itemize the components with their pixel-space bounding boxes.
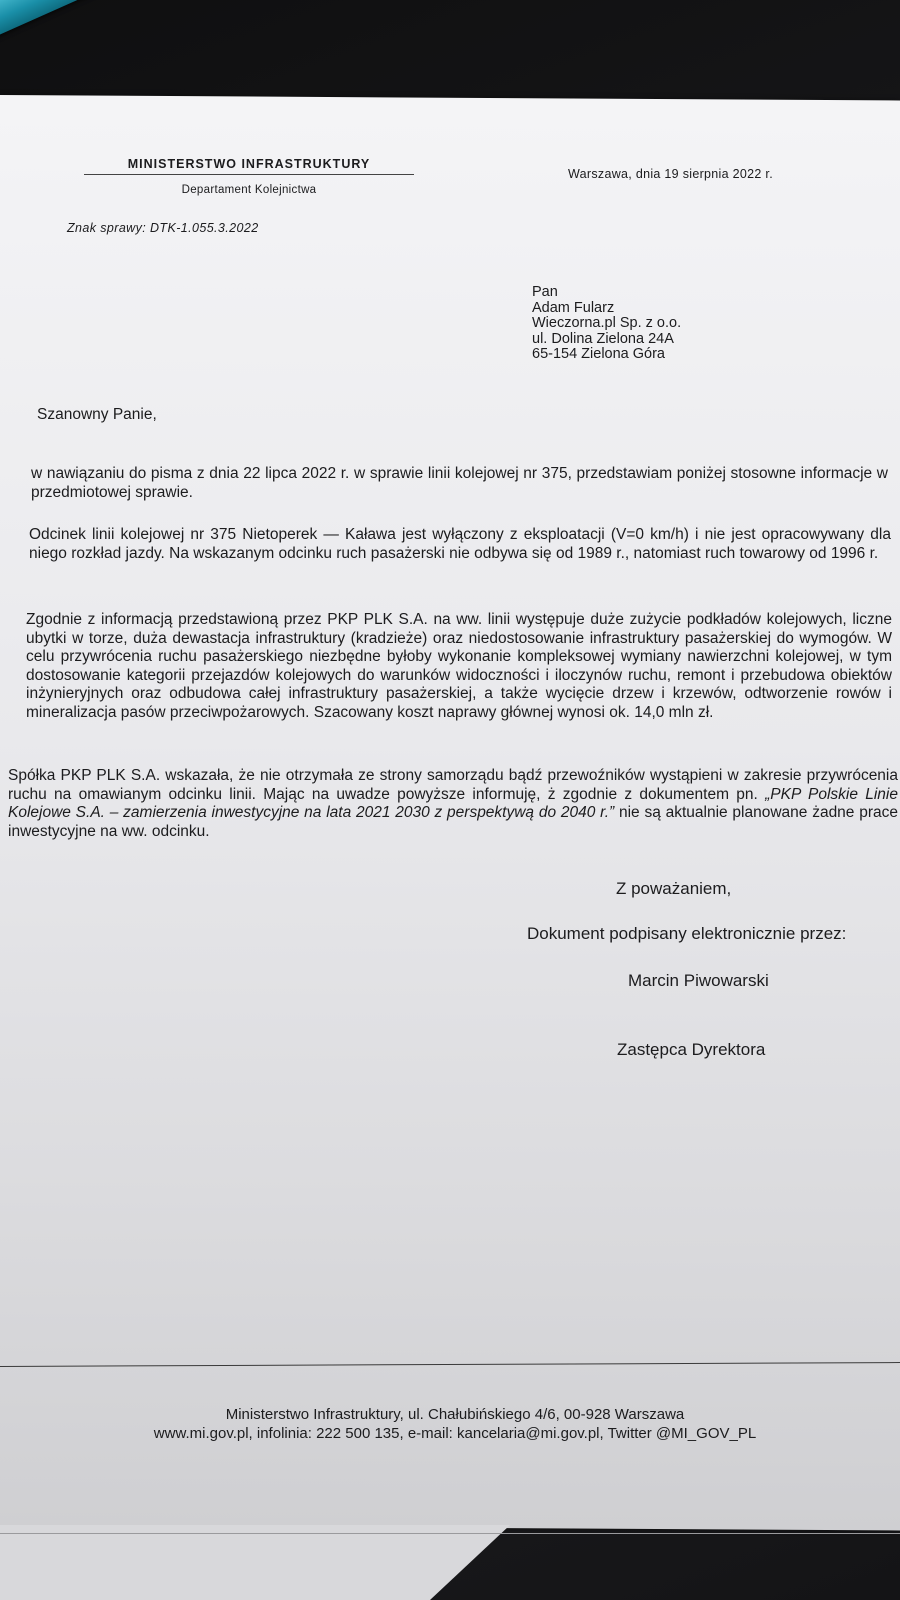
- letterhead: [84, 157, 414, 196]
- investment-plan-title: „PKP Polskie Linie Kolejowe S.A. – zamierzenia inwestycyjne na lata 2021 2030 z perspektywą do 2040 r.”: [8, 785, 898, 821]
- recipient-street: ul. Dolina Zielona 24A: [532, 330, 674, 347]
- signed-electronically-note: Dokument podpisany elektronicznie przez:: [527, 924, 847, 943]
- paragraph-3: Zgodnie z informacją przedstawioną przez PKP PLK S.A. na ww. linii występuje duże zużycie podkładów kolejowych, liczne ubytki w torze, duża dewastacja infrastruktury (kradzieże) oraz niedostosowanie infrastruktury pasażerskiej do wymogów. W celu przywrócenia ruchu pasażerskiego niezbędne byłoby wykonanie kompleksowej wymiany nawierzchni kolejowej, w tym dostosowanie kategorii przejazdów kolejowych do warunków widoczności i iloczynów ruchu, remont i przebudowa obiektów inżynieryjnych oraz odbudowa całej infrastruktury pasażerskiej, a także wycięcie drzew i krzewów, odtworzenie rowów i mineralizacja pasów przeciwpożarowych. Szacowany koszt naprawy głównej wynosi ok. 14,0 mln zł.: [26, 611, 892, 721]
- recipient-name: Adam Fularz: [532, 299, 615, 316]
- ministry-name: MINISTERSTWO INFRASTRUKTURY: [84, 157, 414, 175]
- closing-regards: Z poważaniem,: [616, 879, 732, 898]
- paragraph-2: Odcinek linii kolejowej nr 375 Nietoperek — Kaława jest wyłączony z eksploatacji (V=0 km/h) i nie jest opracowywany dla niego rozkład jazdy. Na wskazanym odcinku ruch pasażerski nie odbywa się od 1989 r., natomiast ruch towarowy od 1996 r.: [29, 526, 891, 562]
- recipient-city: 65-154 Zielona Góra: [532, 346, 665, 362]
- signatory-name: Marcin Piwowarski: [628, 971, 769, 990]
- footer-address: Ministerstwo Infrastruktury, ul. Chałubińskiego 4/6, 00-928 Warszawa: [225, 1406, 685, 1423]
- recipient-address: [532, 285, 681, 363]
- recipient-title: Pan: [532, 284, 558, 300]
- paragraph-4-end: nie są aktualnie planowane żadne prace inwestycyjne na ww. odcinku.: [8, 804, 898, 840]
- paper-bottom-edge: [0, 1533, 900, 1534]
- footer-divider: [0, 1362, 900, 1367]
- footer-contact: www.mi.gov.pl, infolinia: 222 500 135, e-mail: kancelaria@mi.gov.pl, Twitter @MI_GOV_PL: [153, 1425, 757, 1442]
- paragraph-4: [8, 767, 898, 841]
- case-reference: Znak sprawy: DTK-1.055.3.2022: [67, 221, 259, 235]
- signatory-position: Zastępca Dyrektora: [617, 1040, 766, 1059]
- salutation: Szanowny Panie,: [37, 406, 157, 423]
- department-name: Departament Kolejnictwa: [181, 184, 317, 196]
- date-line: Warszawa, dnia 19 sierpnia 2022 r.: [568, 167, 773, 181]
- recipient-company: Wieczorna.pl Sp. z o.o.: [532, 315, 682, 331]
- paragraph-1: w nawiązaniu do pisma z dnia 22 lipca 2022 r. w sprawie linii kolejowej nr 375, przedstawiam poniżej stosowne informacje w przedmiotowej sprawie.: [31, 465, 888, 501]
- footer: [0, 1405, 900, 1443]
- paragraph-4-start: Spółka PKP PLK S.A. wskazała, że nie otrzymała ze strony samorządu bądź przewoźników wystąpieni w zakresie przywrócenia ruchu na omawianym odcinku linii. Mając na uwadze powyższe informuję, ż zgodnie z dokumentem pn.: [8, 767, 898, 803]
